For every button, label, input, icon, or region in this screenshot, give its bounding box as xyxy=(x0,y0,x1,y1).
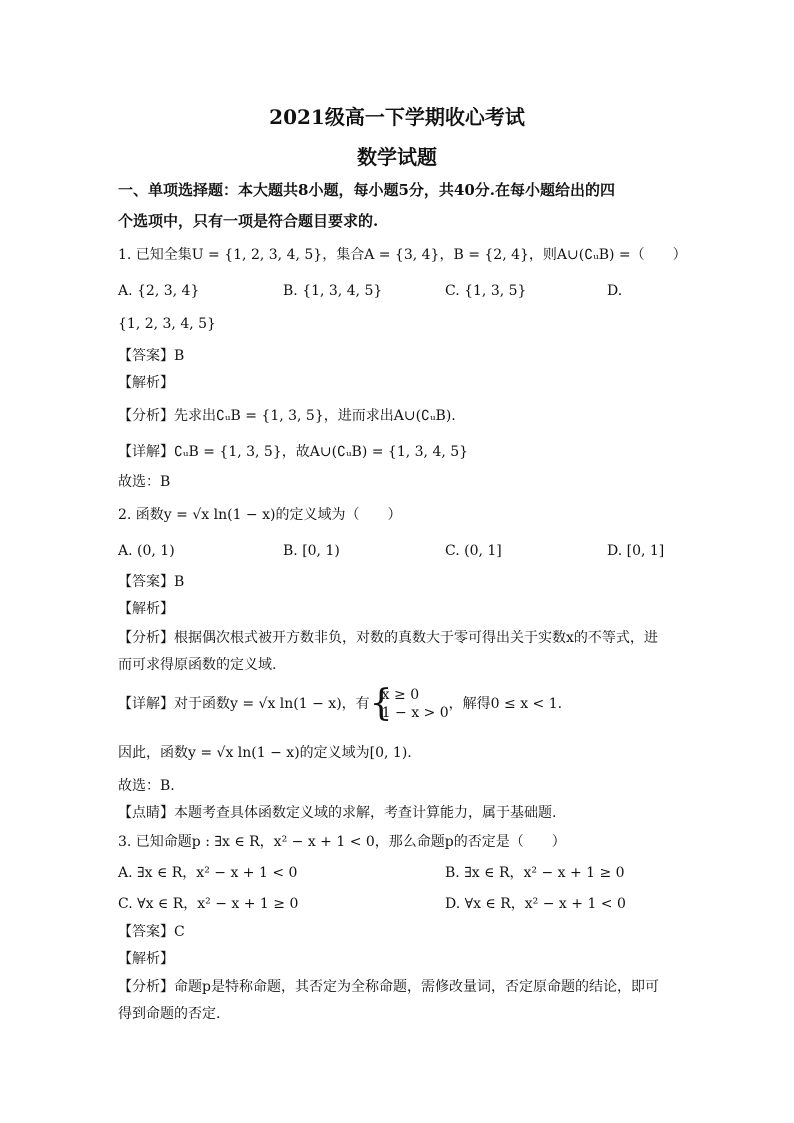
section-heading-line-2: 个选项中，只有一项是符合题目要求的. xyxy=(118,212,379,230)
q2-case-1: { x ≥ 0 xyxy=(381,687,420,703)
q1-detail: 【详解】∁ᵤB = {1, 3, 5}，故A∪(∁ᵤB) = {1, 3, 4, 5} xyxy=(118,444,469,460)
q1-option-c: C. {1, 3, 5} xyxy=(445,283,527,299)
q3-option-c: C. ∀x ∈ R，x² − x + 1 ≥ 0 xyxy=(118,896,299,912)
q3-option-a: A. ∃x ∈ R，x² − x + 1 < 0 xyxy=(118,865,298,881)
section-heading-line-1: 一、单项选择题：本大题共8小题，每小题5分，共40分.在每小题给出的四 xyxy=(118,181,615,199)
exam-subtitle: 数学试题 xyxy=(357,145,437,169)
q2-option-c: C. (0, 1] xyxy=(445,543,502,559)
q2-choice: 故选：B. xyxy=(118,778,175,794)
q3-stem: 3. 已知命题p : ∃x ∈ R，x² − x + 1 < 0，那么命题p的否定是（ ） xyxy=(118,834,566,850)
q3-answer: 【答案】C xyxy=(118,924,185,940)
q2-analysis-line-1: 【分析】根据偶次根式被开方数非负，对数的真数大于零可得出关于实数x的不等式，进 xyxy=(118,630,658,646)
q2-comment: 【点睛】本题考查具体函数定义域的求解，考查计算能力，属于基础题. xyxy=(118,805,557,821)
q2-conclusion: 因此，函数y = √x ln(1 − x)的定义域为[0, 1). xyxy=(118,745,412,761)
q2-option-d: D. [0, 1] xyxy=(607,543,665,559)
q2-detail-prefix: 【详解】对于函数y = √x ln(1 − x)，有 xyxy=(118,696,370,712)
q1-answer: 【答案】B xyxy=(118,348,185,364)
q2-analysis-line-2: 而可求得原函数的定义域. xyxy=(118,657,277,673)
q1-choice: 故选：B xyxy=(118,474,171,490)
q3-option-b: B. ∃x ∈ R，x² − x + 1 ≥ 0 xyxy=(445,865,625,881)
exam-title: 2021级高一下学期收心考试 xyxy=(269,105,525,129)
q3-analysis-label: 【解析】 xyxy=(118,951,174,967)
q1-option-a: A. {2, 3, 4} xyxy=(118,283,200,299)
q2-stem: 2. 函数y = √x ln(1 − x)的定义域为（ ） xyxy=(118,507,402,523)
q2-inequality-system xyxy=(370,686,449,722)
q1-option-d: D. xyxy=(607,283,623,299)
q2-analysis-label: 【解析】 xyxy=(118,601,174,617)
q2-option-a: A. (0, 1) xyxy=(118,543,175,559)
q1-analysis: 【分析】先求出∁ᵤB = {1, 3, 5}，进而求出A∪(∁ᵤB). xyxy=(118,408,456,424)
q3-analysis-line-2: 得到命题的否定. xyxy=(118,1006,221,1022)
q1-option-b: B. {1, 3, 4, 5} xyxy=(283,283,383,299)
q3-option-d: D. ∀x ∈ R，x² − x + 1 < 0 xyxy=(445,896,626,912)
q1-stem: 1. 已知全集U = {1, 2, 3, 4, 5}，集合A = {3, 4}，B = {2, 4}，则A∪(∁ᵤB) =（ ） xyxy=(118,247,687,263)
q3-analysis-line-1: 【分析】命题p是特称命题，其否定为全称命题，需修改量词，否定原命题的结论，即可 xyxy=(118,979,659,995)
q2-option-b: B. [0, 1) xyxy=(283,543,340,559)
q2-detail-suffix: ，解得0 ≤ x < 1. xyxy=(448,696,563,712)
q1-option-d-value: {1, 2, 3, 4, 5} xyxy=(118,316,216,332)
q2-detail xyxy=(118,686,562,722)
q2-case-2: 1 − x > 0 xyxy=(381,705,449,721)
q1-analysis-label: 【解析】 xyxy=(118,375,174,391)
q2-answer: 【答案】B xyxy=(118,574,185,590)
